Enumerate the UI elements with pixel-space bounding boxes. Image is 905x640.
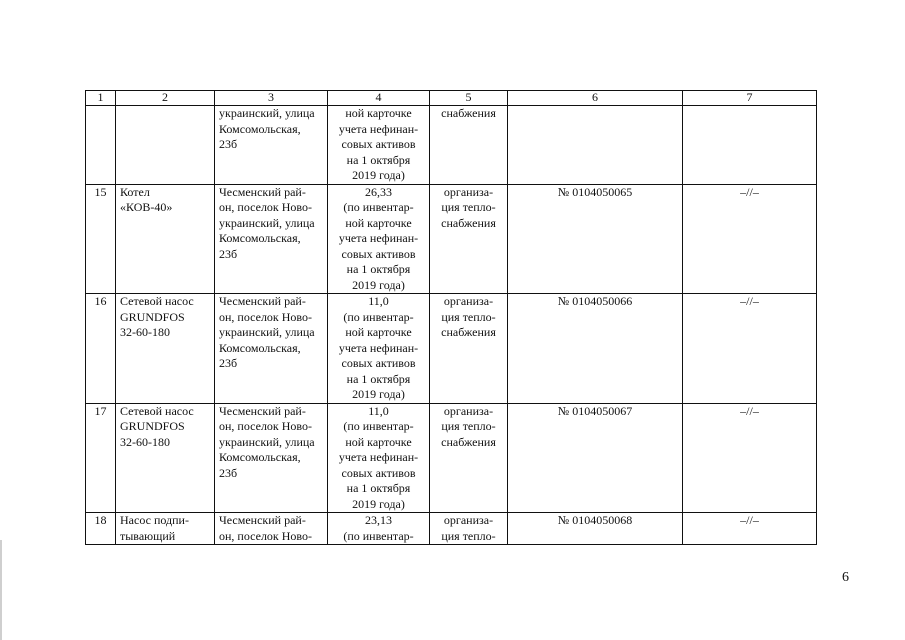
cell-organization — [430, 403, 508, 513]
text-line: организа- — [443, 184, 494, 199]
text-line: на 1 октября — [346, 152, 411, 167]
cell-organization — [430, 184, 508, 294]
cell-cost — [328, 513, 430, 545]
text-line: учета нефинан- — [338, 340, 419, 355]
text-line: Чесменский рай- — [219, 513, 306, 527]
table-row — [86, 403, 817, 513]
text-line: он, поселок Ново- — [219, 419, 313, 433]
text-line: Котел — [120, 184, 150, 199]
cell-organization — [430, 106, 508, 185]
text-line: учета нефинан- — [338, 231, 419, 245]
text-line: снабжения — [441, 325, 496, 339]
text-line: организа- — [443, 294, 494, 308]
text-line: на 1 октября — [346, 262, 411, 276]
cell-name — [116, 403, 215, 513]
text-line: на 1 октября — [346, 371, 411, 386]
text-line: 11,0 — [368, 294, 389, 308]
text-line: Комсомольская, — [219, 231, 301, 245]
cell-cost — [328, 294, 430, 404]
text-line: GRUNDFOS — [120, 309, 185, 324]
continuation-row — [86, 106, 817, 185]
text-line: организа- — [443, 403, 494, 418]
column-number-header-row — [86, 91, 817, 106]
cell-organization — [430, 294, 508, 404]
cell-organization — [430, 513, 508, 545]
text-line: 11,0 — [368, 403, 389, 418]
text-line: ция тепло- — [441, 200, 496, 214]
text-line: совых активов — [341, 356, 416, 370]
text-line: совых активов — [341, 246, 416, 261]
text-line: Сетевой насос — [120, 294, 194, 308]
cell-note: –//– — [683, 513, 817, 545]
text-line: Сетевой насос — [120, 403, 194, 418]
text-line: ной карточке — [345, 106, 412, 120]
text-line: Чесменский рай- — [219, 403, 306, 418]
table-row — [86, 294, 817, 404]
cell-name — [116, 513, 215, 545]
text-line: украинский, улица — [219, 215, 315, 230]
cell-number: 15 — [86, 184, 116, 294]
text-line: «КОВ-40» — [120, 200, 173, 214]
table-row — [86, 184, 817, 294]
text-line: 2019 года) — [352, 277, 405, 292]
text-line: учета нефинан- — [338, 450, 419, 464]
cell-number: 18 — [86, 513, 116, 545]
text-line: (по инвентар- — [343, 200, 414, 214]
text-line: ция тепло- — [441, 528, 496, 543]
cell-note — [683, 106, 817, 185]
cell-address — [215, 184, 328, 294]
cell-cost — [328, 403, 430, 513]
cell-name — [116, 184, 215, 294]
cell-cost — [328, 184, 430, 294]
cell-note: –//– — [683, 184, 817, 294]
cell-name — [116, 106, 215, 185]
text-line: ной карточке — [345, 325, 412, 339]
cell-number: 17 — [86, 403, 116, 513]
column-header-7: 7 — [683, 91, 817, 106]
text-line: на 1 октября — [346, 481, 411, 495]
text-line: 2019 года) — [352, 168, 405, 182]
property-register-table — [85, 90, 817, 545]
text-line: 2019 года) — [352, 387, 405, 401]
text-line: 23,13 — [365, 513, 392, 527]
text-line: 23б — [219, 246, 238, 261]
text-line: Чесменский рай- — [219, 294, 306, 308]
text-line: украинский, улица — [219, 325, 315, 339]
text-line: 23б — [219, 137, 238, 151]
column-header-1: 1 — [86, 91, 116, 106]
cell-inventory-number: № 0104050068 — [508, 513, 683, 545]
text-line: организа- — [443, 513, 494, 527]
text-line: ция тепло- — [441, 419, 496, 433]
text-line: ной карточке — [345, 215, 412, 230]
text-line: снабжения — [441, 215, 496, 230]
text-line: ной карточке — [345, 434, 412, 449]
text-line: совых активов — [341, 137, 416, 151]
cell-inventory-number — [508, 106, 683, 185]
column-header-3: 3 — [215, 91, 328, 106]
column-header-2: 2 — [116, 91, 215, 106]
text-line: 23б — [219, 356, 238, 370]
column-header-4: 4 — [328, 91, 430, 106]
text-line: снабжения — [441, 106, 496, 120]
text-line: 2019 года) — [352, 496, 405, 511]
cell-address — [215, 513, 328, 545]
cell-inventory-number: № 0104050065 — [508, 184, 683, 294]
column-header-6: 6 — [508, 91, 683, 106]
text-line: 23б — [219, 465, 238, 480]
text-line: он, поселок Ново- — [219, 528, 313, 543]
cell-note: –//– — [683, 403, 817, 513]
text-line: украинский, улица — [219, 434, 315, 449]
text-line: Насос подпи- — [120, 513, 189, 527]
text-line: он, поселок Ново- — [219, 309, 313, 324]
cell-address — [215, 294, 328, 404]
cell-address — [215, 106, 328, 185]
text-line: 26,33 — [365, 184, 392, 199]
cell-address — [215, 403, 328, 513]
text-line: 32-60-180 — [120, 325, 170, 339]
text-line: (по инвентар- — [343, 309, 414, 324]
cell-number — [86, 106, 116, 185]
cell-inventory-number: № 0104050066 — [508, 294, 683, 404]
text-line: тывающий — [120, 528, 176, 543]
text-line: (по инвентар- — [343, 419, 414, 433]
text-line: Комсомольская, — [219, 450, 301, 464]
cell-note: –//– — [683, 294, 817, 404]
text-line: GRUNDFOS — [120, 419, 185, 433]
cell-name — [116, 294, 215, 404]
cell-inventory-number: № 0104050067 — [508, 403, 683, 513]
cell-number: 16 — [86, 294, 116, 404]
text-line: украинский, улица — [219, 106, 315, 120]
text-line: ция тепло- — [441, 309, 496, 324]
cell-cost — [328, 106, 430, 185]
text-line: Комсомольская, — [219, 121, 301, 136]
text-line: Комсомольская, — [219, 340, 301, 355]
text-line: учета нефинан- — [338, 121, 419, 136]
text-line: Чесменский рай- — [219, 184, 306, 199]
text-line: совых активов — [341, 465, 416, 480]
scan-edge-line — [0, 540, 2, 640]
text-line: 32-60-180 — [120, 434, 170, 449]
table-row-partial — [86, 513, 817, 545]
text-line: он, поселок Ново- — [219, 200, 313, 214]
page-number: 6 — [842, 570, 849, 585]
text-line: снабжения — [441, 434, 496, 449]
column-header-5: 5 — [430, 91, 508, 106]
text-line: (по инвентар- — [343, 528, 414, 543]
